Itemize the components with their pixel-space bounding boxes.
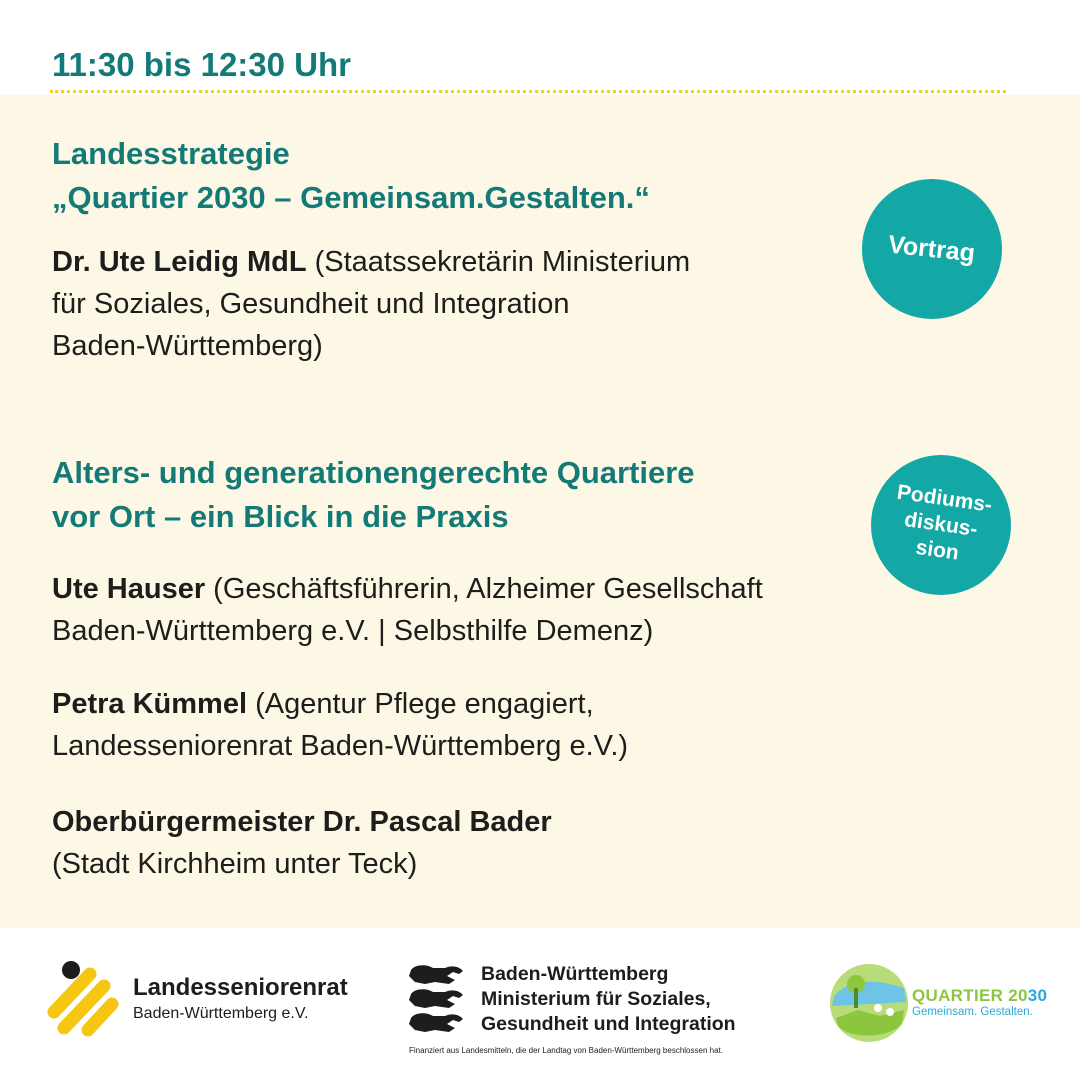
section2-title: [52, 451, 695, 539]
ministry-line1: Baden-Württemberg: [481, 963, 669, 985]
time-range: 11:30 bis 12:30 Uhr: [52, 46, 351, 83]
speaker-bader-role1: (Stadt Kirchheim unter Teck): [52, 848, 418, 880]
speaker-kuemmel-line1: [52, 683, 628, 725]
podiumsdiskussion-badge: [871, 455, 1011, 595]
speaker-kuemmel-name: Petra Kümmel: [52, 688, 248, 720]
speaker-leidig-line1: [52, 241, 690, 283]
speaker-bader-name: Oberbürgermeister Dr. Pascal Bader: [52, 806, 552, 838]
lsr-name: Landesseniorenrat: [133, 974, 348, 1001]
speaker-leidig-name: Dr. Ute Leidig MdL: [52, 246, 307, 278]
podium-badge-line2: diskus-: [903, 507, 980, 542]
bw-lions-crest-icon: [405, 962, 467, 1036]
lsr-subtitle: Baden-Württemberg e.V.: [133, 1005, 309, 1022]
speaker-kuemmel: [52, 683, 628, 767]
speaker-leidig: [52, 241, 690, 367]
dotted-divider: [50, 90, 1006, 93]
speaker-bader: [52, 801, 552, 885]
section1-title: [52, 132, 650, 220]
podium-badge-line1: Podiums-: [895, 480, 994, 517]
speaker-hauser-role2: Baden-Württemberg e.V. | Selbsthilfe Demenz): [52, 615, 654, 647]
speaker-leidig-role2: für Soziales, Gesundheit und Integration: [52, 288, 570, 320]
landesseniorenrat-logo-icon: [46, 960, 126, 1038]
quartier-2030-logo-icon: [828, 962, 910, 1044]
quartier-subtitle: Gemeinsam. Gestalten.: [912, 1006, 1033, 1018]
vortrag-badge-label: Vortrag: [887, 230, 977, 267]
quartier-title: [912, 986, 1047, 1006]
quartier-title-b: 30: [1027, 986, 1048, 1005]
section2-title-line1: Alters- und generationengerechte Quartiere: [52, 455, 695, 490]
speaker-bader-line1: [52, 801, 552, 843]
ministry-line2: Ministerium für Soziales,: [481, 988, 711, 1010]
podium-badge-line3: sion: [914, 535, 961, 565]
speaker-leidig-role3: Baden-Württemberg): [52, 330, 323, 362]
ministry-line3: Gesundheit und Integration: [481, 1013, 736, 1035]
speaker-hauser-name: Ute Hauser: [52, 573, 206, 605]
quartier-title-a: QUARTIER 20: [912, 986, 1028, 1005]
speaker-hauser-line1: [52, 568, 763, 610]
speaker-hauser-role1: (Geschäftsführerin, Alzheimer Gesellschaft: [205, 573, 763, 605]
vortrag-badge: [862, 179, 1002, 319]
section1-title-line2: „Quartier 2030 – Gemeinsam.Gestalten.“: [52, 180, 650, 215]
section2-title-line2: vor Ort – ein Blick in die Praxis: [52, 499, 509, 534]
speaker-leidig-role1: (Staatssekretärin Ministerium: [306, 246, 691, 278]
ministry-name: [481, 962, 736, 1037]
speaker-hauser: [52, 568, 763, 652]
funding-note: Finanziert aus Landesmitteln, die der Landtag von Baden-Württemberg beschlossen hat.: [409, 1046, 723, 1055]
section1-title-line1: Landesstrategie: [52, 136, 290, 171]
speaker-kuemmel-role2: Landesseniorenrat Baden-Württemberg e.V.): [52, 730, 629, 762]
speaker-kuemmel-role1: (Agentur Pflege engagiert,: [247, 688, 594, 720]
